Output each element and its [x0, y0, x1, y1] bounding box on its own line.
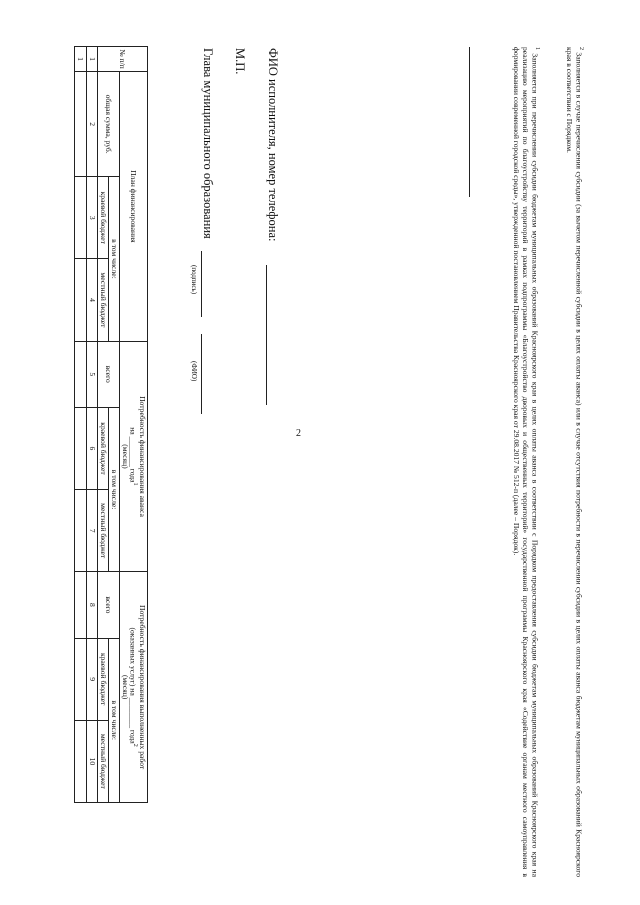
row-cell — [74, 72, 86, 177]
footnote-divider — [469, 47, 470, 197]
advance-regional-header: краевой бюджет — [97, 407, 108, 489]
page-number: 2 — [296, 428, 301, 439]
col-number: 4 — [86, 259, 97, 341]
stamp-label: М.П. — [233, 48, 247, 75]
executor-label: ФИО исполнителя, номер телефона: — [266, 48, 280, 242]
row-cell — [74, 638, 86, 720]
name-line — [201, 334, 202, 414]
col-number: 10 — [86, 720, 97, 802]
row-cell — [74, 259, 86, 341]
plan-local-header: местный бюджет — [97, 259, 108, 341]
col-number: 8 — [86, 572, 97, 638]
col-number: 7 — [86, 490, 97, 572]
financing-table — [74, 46, 148, 803]
col-number: 5 — [86, 341, 97, 407]
group-advance-header: Потребность финансирования аванса на ________ года$^1$ (месяц) — [119, 341, 147, 572]
col-num-header: № п/п — [97, 47, 147, 72]
need-regional-header: краевой бюджет — [97, 638, 108, 720]
footnote-2: $^2$ Заполняется в случае перечисления субсидии (за вычетом перечисленной субсидии в целях оплаты аванса) или в случае отсутствия потребности в перечислении субсидии в целях оплаты аванса бюджетам муниципальных образований Красноярского края в соответствии с Порядком. — [565, 47, 584, 877]
col-number: 6 — [86, 407, 97, 489]
column-number-row — [86, 47, 97, 803]
plan-regional-header: краевой бюджет — [97, 177, 108, 259]
row-cell — [74, 572, 86, 638]
header-row-2 — [108, 47, 119, 803]
group-plan-header: План финансирования — [119, 72, 147, 342]
row-cell — [74, 341, 86, 407]
need-total-header: всего — [97, 572, 119, 638]
group-need-header: Потребность финансирования выполненных работ (оказанных услуг) на ________ года$^2$ (месяц) — [119, 572, 147, 803]
col-number: 1 — [86, 47, 97, 72]
head-label: Глава муниципального образования — [201, 48, 215, 239]
row-cell: 1 — [74, 47, 86, 72]
total-sum-header: общая сумма, руб. — [97, 72, 119, 177]
col-number: 2 — [86, 72, 97, 177]
signature-line — [201, 251, 202, 317]
row-cell — [74, 490, 86, 572]
rotated-page-content — [0, 3, 640, 903]
row-cell — [74, 407, 86, 489]
advance-in-that-header: в том числе: — [108, 407, 119, 571]
signature-caption: (подпись) — [190, 265, 198, 295]
executor-line — [266, 265, 267, 405]
need-in-that-header: в том числе: — [108, 638, 119, 802]
row-cell — [74, 177, 86, 259]
footnote-1: $^1$ Заполняется при перечислении субсидии бюджетам муниципальных образований Красноярского края в целях оплаты аванса в соответствии с Порядком предоставления субсидии бюджетам муниципальных образований Красноярского края на реализацию мероприятий по благоустройству территорий в рамках подпрограммы «Благоустройство дворовых и общественных территорий» государственной программы Красноярского края «Содействие органам местного самоуправления в формировании современной городской среды», утвержденной постановлением Правительства Красноярского края от 29.08.2017 № 512-п (далее – Порядок). — [511, 47, 540, 877]
plan-in-that-header: в том числе: — [108, 177, 119, 341]
advance-local-header: местный бюджет — [97, 490, 108, 572]
need-local-header: местный бюджет — [97, 720, 108, 802]
name-caption: (ФИО) — [190, 361, 198, 382]
col-number: 9 — [86, 638, 97, 720]
advance-total-header: всего — [97, 341, 119, 407]
header-row-1 — [119, 47, 147, 803]
table-row — [74, 47, 86, 803]
col-number: 3 — [86, 177, 97, 259]
row-cell — [74, 720, 86, 802]
